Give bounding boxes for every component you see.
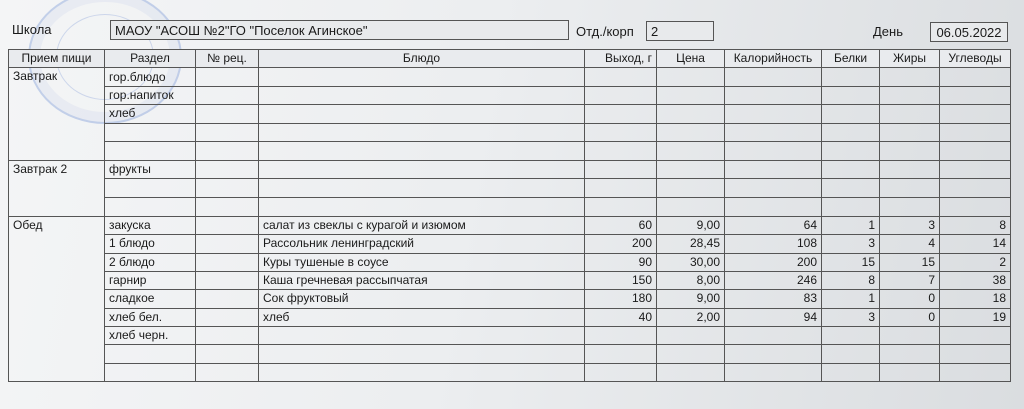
- table-row: [9, 105, 1011, 123]
- protein-cell[interactable]: [822, 68, 880, 86]
- table-row: [9, 141, 1011, 160]
- protein-cell[interactable]: [822, 197, 880, 216]
- dept-label: Отд./корп: [576, 24, 634, 39]
- kcal-cell[interactable]: [725, 363, 822, 381]
- col-recipe: № рец.: [196, 50, 259, 68]
- price-cell[interactable]: 30,00: [657, 253, 725, 271]
- menu-table: [8, 49, 1011, 382]
- protein-cell[interactable]: [822, 179, 880, 197]
- fat-cell[interactable]: [880, 327, 940, 345]
- meal-lunch: Обед: [9, 216, 105, 382]
- carbs-cell[interactable]: [940, 160, 1011, 178]
- kcal-cell[interactable]: [725, 123, 822, 141]
- carbs-cell[interactable]: [940, 363, 1011, 381]
- protein-cell[interactable]: [822, 345, 880, 363]
- col-section: Раздел: [105, 50, 196, 68]
- dish-cell[interactable]: [259, 123, 585, 141]
- col-dish: Блюдо: [259, 50, 585, 68]
- yield-cell[interactable]: 90: [585, 253, 657, 271]
- carbs-cell[interactable]: 8: [940, 216, 1011, 234]
- carbs-cell[interactable]: 18: [940, 290, 1011, 308]
- table-row: [9, 235, 1011, 253]
- yield-cell[interactable]: [585, 327, 657, 345]
- fat-cell[interactable]: 15: [880, 253, 940, 271]
- protein-cell[interactable]: 1: [822, 290, 880, 308]
- recipe-cell[interactable]: [196, 160, 259, 178]
- dish-cell[interactable]: Сок фруктовый: [259, 290, 585, 308]
- school-label: Школа: [12, 22, 52, 37]
- yield-cell[interactable]: [585, 197, 657, 216]
- fat-cell[interactable]: 0: [880, 290, 940, 308]
- section-cell[interactable]: гор.блюдо: [105, 68, 196, 86]
- carbs-cell[interactable]: [940, 345, 1011, 363]
- recipe-cell[interactable]: [196, 216, 259, 234]
- protein-cell[interactable]: [822, 327, 880, 345]
- price-cell[interactable]: [657, 345, 725, 363]
- kcal-cell[interactable]: 200: [725, 253, 822, 271]
- dish-cell[interactable]: [259, 105, 585, 123]
- section-cell[interactable]: закуска: [105, 216, 196, 234]
- kcal-cell[interactable]: [725, 197, 822, 216]
- recipe-cell[interactable]: [196, 363, 259, 381]
- carbs-cell[interactable]: [940, 179, 1011, 197]
- table-row: [9, 253, 1011, 271]
- table-row: [9, 363, 1011, 381]
- recipe-cell[interactable]: [196, 123, 259, 141]
- section-cell[interactable]: гарнир: [105, 271, 196, 289]
- section-cell[interactable]: [105, 179, 196, 197]
- price-cell[interactable]: 28,45: [657, 235, 725, 253]
- kcal-cell[interactable]: [725, 179, 822, 197]
- fat-cell[interactable]: 3: [880, 216, 940, 234]
- section-cell[interactable]: [105, 197, 196, 216]
- price-cell[interactable]: 9,00: [657, 216, 725, 234]
- table-row: [9, 271, 1011, 289]
- yield-cell[interactable]: 180: [585, 290, 657, 308]
- protein-cell[interactable]: [822, 105, 880, 123]
- section-cell[interactable]: [105, 123, 196, 141]
- table-row: [9, 123, 1011, 141]
- price-cell[interactable]: [657, 197, 725, 216]
- table-row: [9, 68, 1011, 86]
- school-field[interactable]: МАОУ "АСОШ №2"ГО "Поселок Агинское": [110, 20, 569, 40]
- yield-cell[interactable]: [585, 68, 657, 86]
- col-yield: Выход, г: [585, 50, 657, 68]
- col-kcal: Калорийность: [725, 50, 822, 68]
- dish-cell[interactable]: [259, 86, 585, 104]
- section-cell[interactable]: хлеб бел.: [105, 308, 196, 326]
- fat-cell[interactable]: [880, 160, 940, 178]
- fat-cell[interactable]: [880, 345, 940, 363]
- meal-breakfast-2: Завтрак 2: [9, 160, 105, 216]
- day-label: День: [873, 24, 903, 39]
- dish-cell[interactable]: Каша гречневая рассыпчатая: [259, 271, 585, 289]
- col-protein: Белки: [822, 50, 880, 68]
- dish-cell[interactable]: салат из свеклы с курагой и изюмом: [259, 216, 585, 234]
- carbs-cell[interactable]: [940, 327, 1011, 345]
- dish-cell[interactable]: [259, 197, 585, 216]
- yield-cell[interactable]: [585, 105, 657, 123]
- col-fat: Жиры: [880, 50, 940, 68]
- dish-cell[interactable]: [259, 179, 585, 197]
- fat-cell[interactable]: [880, 86, 940, 104]
- recipe-cell[interactable]: [196, 68, 259, 86]
- yield-cell[interactable]: [585, 179, 657, 197]
- section-cell[interactable]: сладкое: [105, 290, 196, 308]
- dish-cell[interactable]: хлеб: [259, 308, 585, 326]
- price-cell[interactable]: [657, 68, 725, 86]
- yield-cell[interactable]: 40: [585, 308, 657, 326]
- kcal-cell[interactable]: 108: [725, 235, 822, 253]
- recipe-cell[interactable]: [196, 197, 259, 216]
- price-cell[interactable]: [657, 363, 725, 381]
- carbs-cell[interactable]: [940, 123, 1011, 141]
- kcal-cell[interactable]: 83: [725, 290, 822, 308]
- fat-cell[interactable]: 4: [880, 235, 940, 253]
- kcal-cell[interactable]: [725, 68, 822, 86]
- col-meal: Прием пищи: [9, 50, 105, 68]
- dish-cell[interactable]: Куры тушеные в соусе: [259, 253, 585, 271]
- fat-cell[interactable]: [880, 363, 940, 381]
- price-cell[interactable]: [657, 179, 725, 197]
- price-cell[interactable]: 2,00: [657, 308, 725, 326]
- price-cell[interactable]: [657, 86, 725, 104]
- table-row: [9, 197, 1011, 216]
- dish-cell[interactable]: [259, 160, 585, 178]
- recipe-cell[interactable]: [196, 179, 259, 197]
- fat-cell[interactable]: [880, 197, 940, 216]
- protein-cell[interactable]: 15: [822, 253, 880, 271]
- table-row: [9, 345, 1011, 363]
- yield-cell[interactable]: [585, 363, 657, 381]
- kcal-cell[interactable]: 64: [725, 216, 822, 234]
- table-row: [9, 179, 1011, 197]
- kcal-cell[interactable]: 94: [725, 308, 822, 326]
- col-price: Цена: [657, 50, 725, 68]
- dish-cell[interactable]: Рассольник ленинградский: [259, 235, 585, 253]
- kcal-cell[interactable]: [725, 105, 822, 123]
- fat-cell[interactable]: 7: [880, 271, 940, 289]
- recipe-cell[interactable]: [196, 86, 259, 104]
- section-cell[interactable]: хлеб: [105, 105, 196, 123]
- protein-cell[interactable]: 3: [822, 308, 880, 326]
- recipe-cell[interactable]: [196, 308, 259, 326]
- price-cell[interactable]: [657, 123, 725, 141]
- fat-cell[interactable]: [880, 179, 940, 197]
- yield-cell[interactable]: 60: [585, 216, 657, 234]
- recipe-cell[interactable]: [196, 345, 259, 363]
- carbs-cell[interactable]: [940, 197, 1011, 216]
- carbs-cell[interactable]: 19: [940, 308, 1011, 326]
- dish-cell[interactable]: [259, 345, 585, 363]
- kcal-cell[interactable]: [725, 141, 822, 160]
- carbs-cell[interactable]: [940, 86, 1011, 104]
- carbs-cell[interactable]: [940, 105, 1011, 123]
- carbs-cell[interactable]: 14: [940, 235, 1011, 253]
- fat-cell[interactable]: [880, 141, 940, 160]
- recipe-cell[interactable]: [196, 290, 259, 308]
- protein-cell[interactable]: [822, 363, 880, 381]
- carbs-cell[interactable]: 38: [940, 271, 1011, 289]
- yield-cell[interactable]: [585, 160, 657, 178]
- yield-cell[interactable]: [585, 123, 657, 141]
- price-cell[interactable]: [657, 327, 725, 345]
- protein-cell[interactable]: 3: [822, 235, 880, 253]
- col-carbs: Углеводы: [940, 50, 1011, 68]
- kcal-cell[interactable]: [725, 160, 822, 178]
- dish-cell[interactable]: [259, 327, 585, 345]
- fat-cell[interactable]: [880, 68, 940, 86]
- recipe-cell[interactable]: [196, 327, 259, 345]
- carbs-cell[interactable]: [940, 68, 1011, 86]
- section-cell[interactable]: фрукты: [105, 160, 196, 178]
- yield-cell[interactable]: 200: [585, 235, 657, 253]
- kcal-cell[interactable]: [725, 327, 822, 345]
- section-cell[interactable]: [105, 363, 196, 381]
- kcal-cell[interactable]: [725, 86, 822, 104]
- price-cell[interactable]: [657, 141, 725, 160]
- day-field[interactable]: 06.05.2022: [930, 22, 1008, 42]
- price-cell[interactable]: [657, 160, 725, 178]
- carbs-cell[interactable]: [940, 141, 1011, 160]
- protein-cell[interactable]: [822, 123, 880, 141]
- table-row: [9, 308, 1011, 326]
- kcal-cell[interactable]: 246: [725, 271, 822, 289]
- recipe-cell[interactable]: [196, 235, 259, 253]
- price-cell[interactable]: 9,00: [657, 290, 725, 308]
- table-row: [9, 216, 1011, 234]
- dish-cell[interactable]: [259, 68, 585, 86]
- dept-field[interactable]: 2: [646, 21, 714, 41]
- table-row: [9, 86, 1011, 104]
- section-cell[interactable]: [105, 141, 196, 160]
- fat-cell[interactable]: [880, 105, 940, 123]
- protein-cell[interactable]: 1: [822, 216, 880, 234]
- section-cell[interactable]: [105, 345, 196, 363]
- yield-cell[interactable]: [585, 141, 657, 160]
- kcal-cell[interactable]: [725, 345, 822, 363]
- recipe-cell[interactable]: [196, 105, 259, 123]
- yield-cell[interactable]: 150: [585, 271, 657, 289]
- section-cell[interactable]: 2 блюдо: [105, 253, 196, 271]
- dish-cell[interactable]: [259, 363, 585, 381]
- yield-cell[interactable]: [585, 345, 657, 363]
- fat-cell[interactable]: 0: [880, 308, 940, 326]
- table-header-row: [9, 50, 1011, 68]
- section-cell[interactable]: 1 блюдо: [105, 235, 196, 253]
- protein-cell[interactable]: 8: [822, 271, 880, 289]
- fat-cell[interactable]: [880, 123, 940, 141]
- section-cell[interactable]: гор.напиток: [105, 86, 196, 104]
- recipe-cell[interactable]: [196, 253, 259, 271]
- dish-cell[interactable]: [259, 141, 585, 160]
- price-cell[interactable]: 8,00: [657, 271, 725, 289]
- carbs-cell[interactable]: 2: [940, 253, 1011, 271]
- meal-breakfast: Завтрак: [9, 68, 105, 161]
- recipe-cell[interactable]: [196, 141, 259, 160]
- table-row: [9, 327, 1011, 345]
- protein-cell[interactable]: [822, 160, 880, 178]
- section-cell[interactable]: хлеб черн.: [105, 327, 196, 345]
- yield-cell[interactable]: [585, 86, 657, 104]
- price-cell[interactable]: [657, 105, 725, 123]
- table-row: [9, 160, 1011, 178]
- protein-cell[interactable]: [822, 141, 880, 160]
- recipe-cell[interactable]: [196, 271, 259, 289]
- table-row: [9, 290, 1011, 308]
- protein-cell[interactable]: [822, 86, 880, 104]
